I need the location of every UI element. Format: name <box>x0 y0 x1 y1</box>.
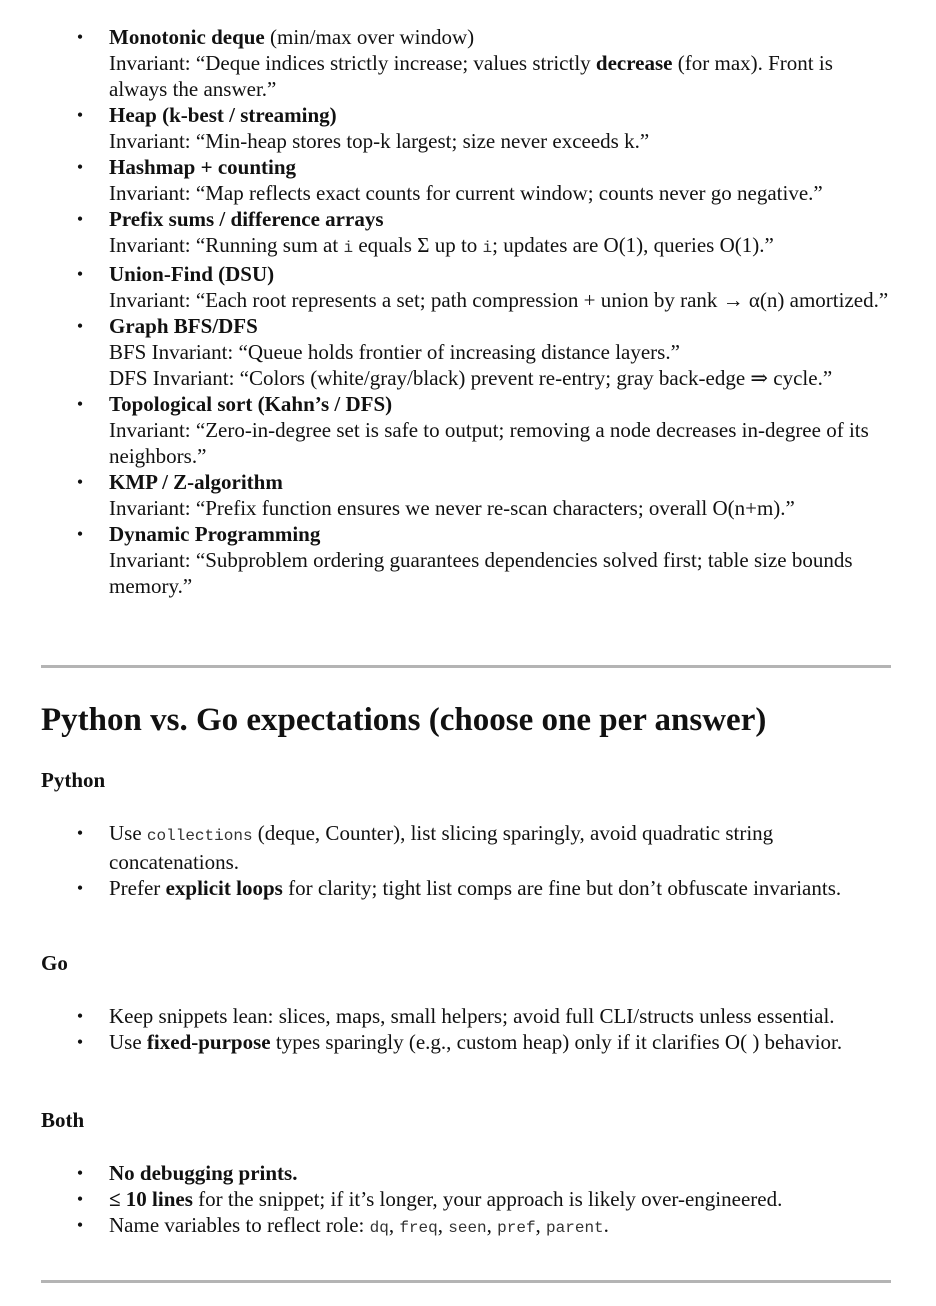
list-text: . <box>603 1213 609 1237</box>
invariant-text: Invariant: “Running sum at <box>109 233 344 257</box>
bullet-icon: • <box>76 823 84 843</box>
python-heading: Python <box>41 768 106 792</box>
list-item <box>0 261 936 313</box>
bullet-icon: • <box>76 1215 84 1235</box>
list-item <box>0 1212 936 1241</box>
separator: , <box>437 1213 449 1237</box>
list-item <box>0 1003 936 1029</box>
list-text: Prefer <box>109 876 166 900</box>
invariant-text: ; updates are O(1), queries O(1).” <box>492 233 774 257</box>
var-parent: parent <box>546 1219 604 1237</box>
invariant-text: Invariant: “Map reflects exact counts for current window; counts never go negative.” <box>109 181 823 205</box>
bullet-icon: • <box>76 1189 84 1209</box>
bullet-icon: • <box>76 1032 84 1052</box>
pattern-list <box>0 24 936 599</box>
pattern-name: Hashmap + counting <box>109 155 297 179</box>
inline-code: i <box>343 239 354 257</box>
list-text: (deque, Counter), list slicing sparingly, avoid quadratic string concatenations. <box>109 821 774 874</box>
pattern-desc: (min/max over window) <box>264 25 475 49</box>
separator: , <box>388 1213 400 1237</box>
var-freq: freq <box>399 1219 438 1237</box>
separator: , <box>535 1213 547 1237</box>
list-text: for clarity; tight list comps are fine but don’t obfuscate invariants. <box>282 876 842 900</box>
list-item <box>0 820 936 875</box>
list-item <box>0 206 936 261</box>
invariant-text: Invariant: “Each root represents a set; path compression + union by rank → α(n) amortized.” <box>109 288 889 312</box>
invariant-text: Invariant: “Min-heap stores top-k largest; size never exceeds k.” <box>109 129 650 153</box>
pattern-name: Monotonic deque <box>109 25 265 49</box>
var-seen: seen <box>448 1219 487 1237</box>
var-dq: dq <box>369 1219 389 1237</box>
list-emphasis: fixed-purpose <box>146 1030 271 1054</box>
bullet-icon: • <box>76 157 84 177</box>
bullet-icon: • <box>76 878 84 898</box>
invariant-text: BFS Invariant: “Queue holds frontier of increasing distance layers.” <box>109 340 680 364</box>
invariant-text: Invariant: “Deque indices strictly increase; values strictly <box>109 51 596 75</box>
section-title: Python vs. Go expectations (choose one per answer) <box>41 702 767 738</box>
bullet-icon: • <box>76 105 84 125</box>
inline-code: collections <box>146 827 253 845</box>
list-item <box>0 391 936 469</box>
list-item <box>0 1186 936 1212</box>
list-item <box>0 313 936 391</box>
pattern-name: Topological sort (Kahn’s / DFS) <box>109 392 393 416</box>
bullet-icon: • <box>76 394 84 414</box>
bullet-icon: • <box>76 264 84 284</box>
pattern-name: Union-Find (DSU) <box>109 262 275 286</box>
both-list <box>0 1160 936 1241</box>
invariant-text: Invariant: “Zero-in-degree set is safe to output; removing a node decreases in-degree of its neighbors.” <box>109 418 869 468</box>
bullet-icon: • <box>76 1163 84 1183</box>
pattern-name: Heap (k-best / streaming) <box>109 103 337 127</box>
list-text: Use <box>109 821 147 845</box>
invariant-emphasis: decrease <box>595 51 673 75</box>
list-item <box>0 102 936 154</box>
list-item <box>0 469 936 521</box>
pattern-name: Prefix sums / difference arrays <box>109 207 384 231</box>
both-heading: Both <box>41 1108 85 1132</box>
var-pref: pref <box>497 1219 536 1237</box>
list-text: Use <box>109 1030 147 1054</box>
list-item <box>0 1160 936 1186</box>
list-text: for the snippet; if it’s longer, your approach is likely over-engineered. <box>192 1187 783 1211</box>
invariant-text: (for max). Front is always the answer.” <box>109 51 833 101</box>
list-item <box>0 875 936 901</box>
section-divider <box>41 1280 891 1283</box>
pattern-name: KMP / Z-algorithm <box>109 470 283 494</box>
invariant-text: Invariant: “Subproblem ordering guarantees dependencies solved first; table size bounds memory.” <box>109 548 853 598</box>
invariant-text: equals Σ up to <box>353 233 483 257</box>
list-emphasis: explicit loops <box>165 876 283 900</box>
list-text: Name variables to reflect role: <box>109 1213 370 1237</box>
bullet-icon: • <box>76 27 84 47</box>
pattern-name: Dynamic Programming <box>109 522 321 546</box>
bullet-icon: • <box>76 524 84 544</box>
go-heading: Go <box>41 951 68 975</box>
bullet-icon: • <box>76 472 84 492</box>
list-emphasis: No debugging prints. <box>109 1161 298 1185</box>
pattern-name: Graph BFS/DFS <box>109 314 258 338</box>
list-text: types sparingly (e.g., custom heap) only if it clarifies O( ) behavior. <box>270 1030 843 1054</box>
invariant-text: DFS Invariant: “Colors (white/gray/black) prevent re-entry; gray back-edge ⇒ cycle.” <box>109 366 833 390</box>
section-divider <box>41 665 891 668</box>
list-item <box>0 154 936 206</box>
bullet-icon: • <box>76 209 84 229</box>
bullet-icon: • <box>76 316 84 336</box>
go-list <box>0 1003 936 1055</box>
list-item <box>0 1029 936 1055</box>
list-item <box>0 24 936 102</box>
separator: , <box>486 1213 498 1237</box>
list-text: Keep snippets lean: slices, maps, small helpers; avoid full CLI/structs unless essential. <box>109 1004 835 1028</box>
python-list <box>0 820 936 901</box>
list-emphasis: ≤ 10 lines <box>109 1187 193 1211</box>
inline-code: i <box>482 239 493 257</box>
bullet-icon: • <box>76 1006 84 1026</box>
list-item <box>0 521 936 599</box>
invariant-text: Invariant: “Prefix function ensures we never re-scan characters; overall O(n+m).” <box>109 496 795 520</box>
